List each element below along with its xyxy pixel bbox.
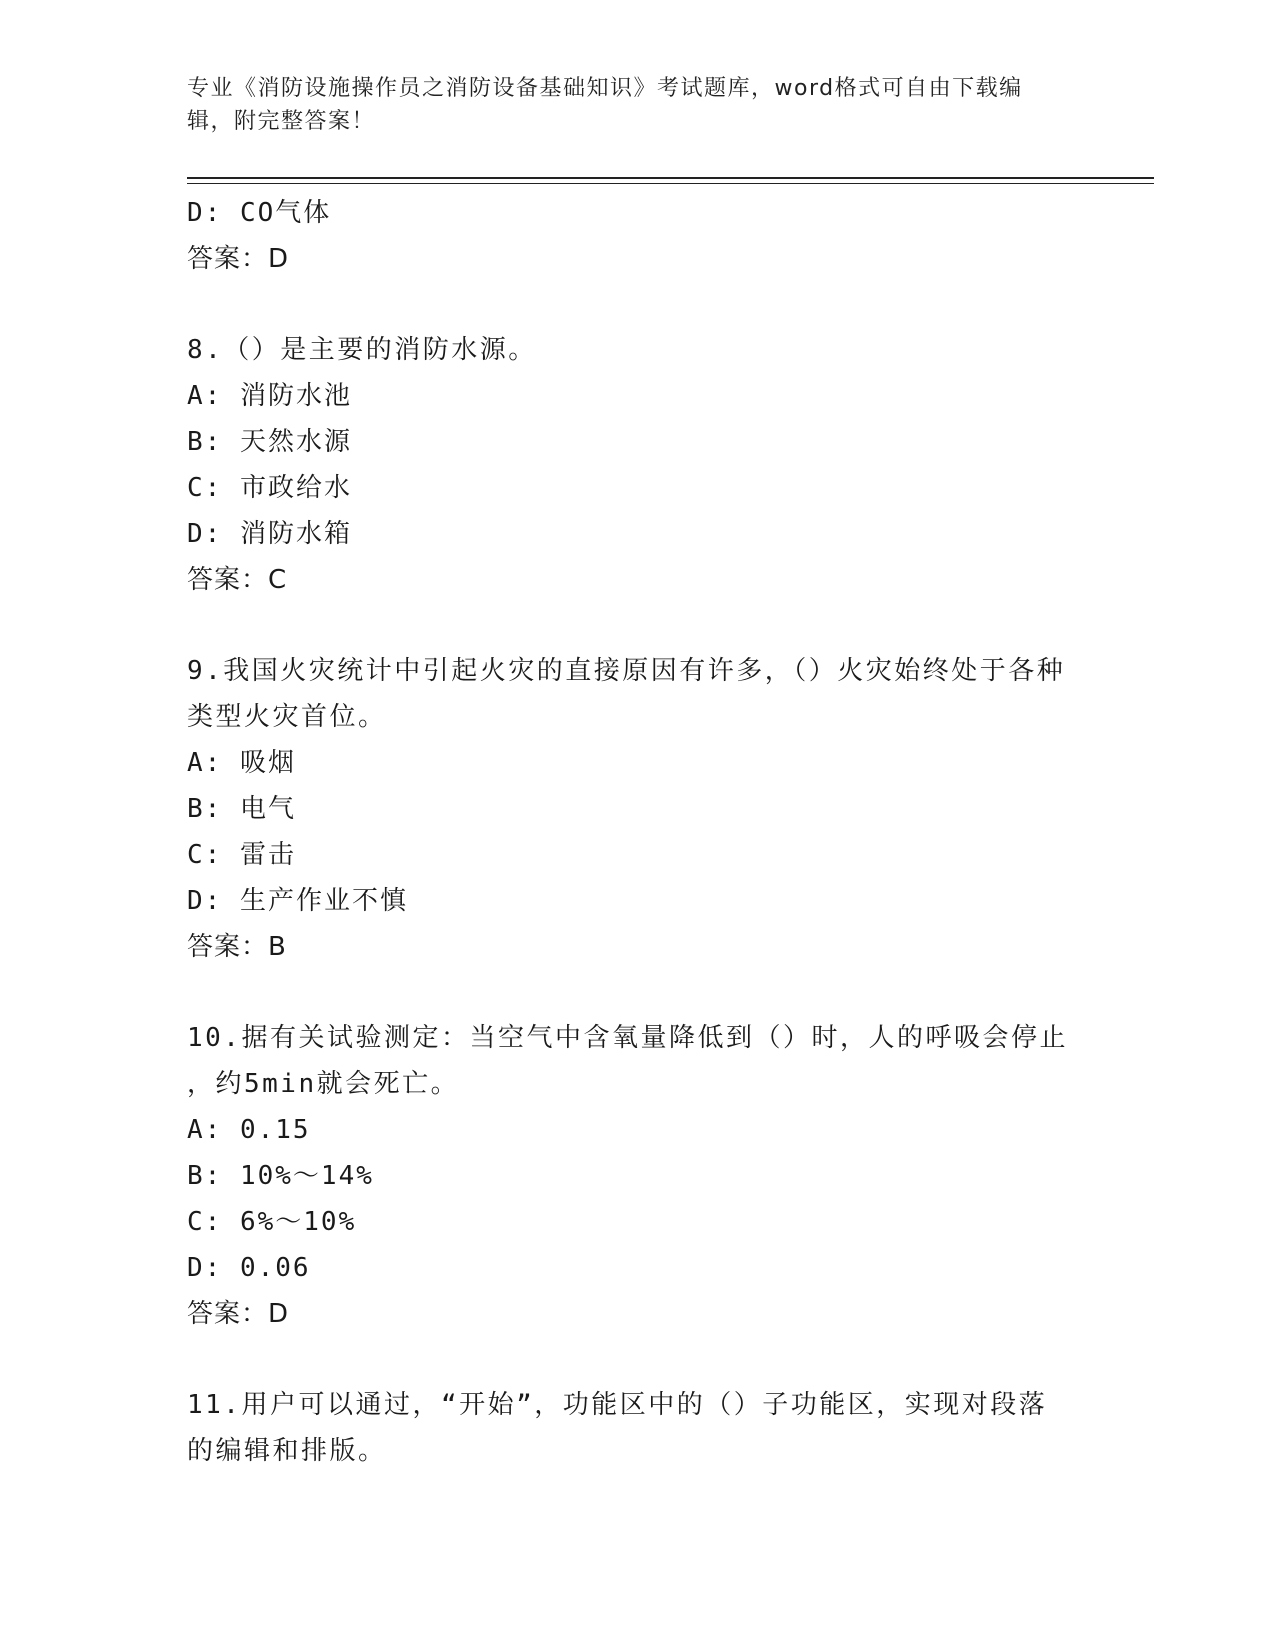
header-line-1: 专业《消防设施操作员之消防设备基础知识》考试题库，word格式可自由下载编 [187, 76, 1023, 101]
question-list [187, 190, 1087, 1474]
option-b: B: 10%～14% [187, 1161, 374, 1191]
option-c: C: 雷击 [187, 840, 296, 870]
document-header [187, 72, 1067, 138]
option-a: A: 消防水池 [187, 381, 352, 411]
answer: 答案：B [187, 932, 287, 962]
header-line-2: 辑，附完整答案！ [187, 109, 376, 134]
spacer [187, 282, 1087, 327]
option-a: A: 0.15 [187, 1115, 311, 1145]
question-text-line-2: ，约5min就会死亡。 [187, 1069, 460, 1099]
option-d: D: 消防水箱 [187, 519, 352, 549]
answer: 答案：D [187, 244, 290, 274]
question-text-line-2: 的编辑和排版。 [187, 1436, 387, 1466]
option-d: D: 生产作业不慎 [187, 886, 408, 916]
question-text-line-1: 9.我国火灾统计中引起火灾的直接原因有许多，（）火灾始终处于各种 [187, 656, 1066, 686]
question-text-line-2: 类型火灾首位。 [187, 702, 387, 732]
answer: 答案：D [187, 1299, 290, 1329]
option-c: C: 6%～10% [187, 1207, 357, 1237]
option-b: B: 电气 [187, 794, 296, 824]
spacer [187, 1337, 1087, 1382]
spacer [187, 603, 1087, 648]
header-rule-thick [187, 177, 1154, 179]
question-text-line-1: 11.用户可以通过，“开始”，功能区中的（）子功能区，实现对段落 [187, 1390, 1048, 1420]
option-c: C: 市政给水 [187, 473, 352, 503]
spacer [187, 970, 1087, 1015]
question-10 [187, 1015, 1087, 1337]
question-11 [187, 1382, 1087, 1474]
option-d: D: 0.06 [187, 1253, 311, 1283]
answer: 答案：C [187, 565, 288, 595]
question-text: 8.（）是主要的消防水源。 [187, 335, 537, 365]
question-9 [187, 648, 1087, 970]
question-8 [187, 327, 1087, 603]
option-a: A: 吸烟 [187, 748, 296, 778]
question-text-line-1: 10.据有关试验测定：当空气中含氧量降低到（）时，人的呼吸会停止 [187, 1023, 1068, 1053]
header-rule-thin [187, 183, 1154, 184]
option-d: D: CO气体 [187, 198, 332, 228]
question-7 [187, 190, 1087, 282]
option-b: B: 天然水源 [187, 427, 352, 457]
